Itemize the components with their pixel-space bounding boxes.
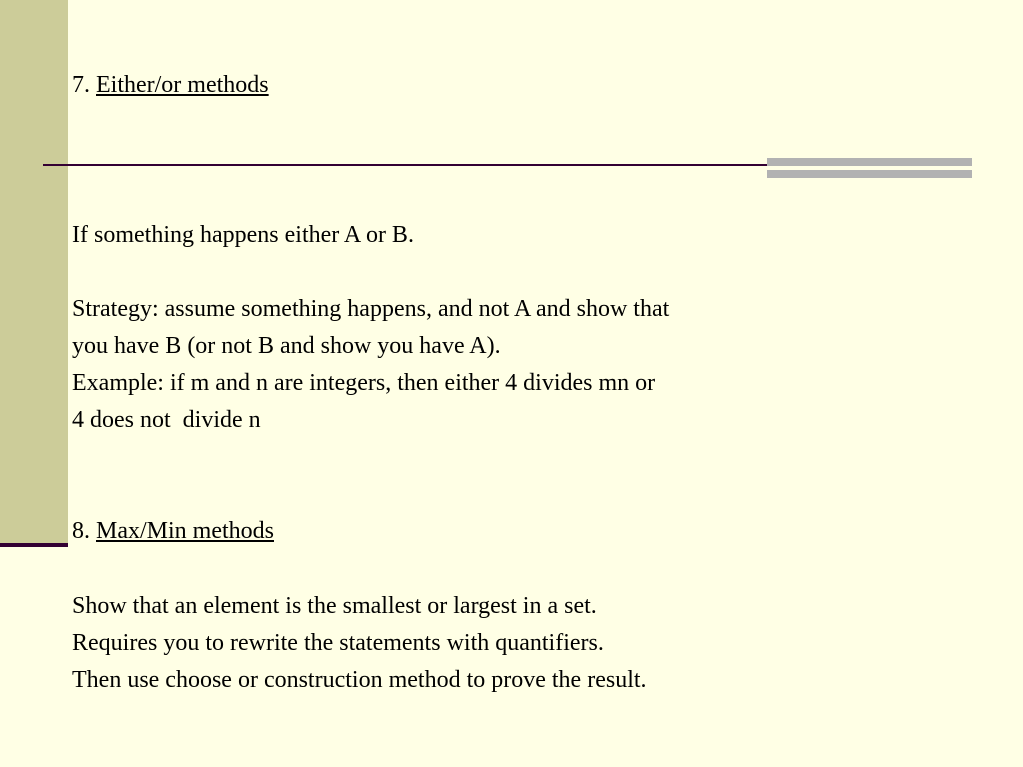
body-line: you have B (or not B and show you have A). <box>72 333 501 359</box>
side-bar-accent <box>0 543 68 547</box>
title-divider <box>43 164 767 166</box>
body-line: Then use choose or construction method to prove the result. <box>72 667 647 693</box>
section-7-number: 7. <box>72 72 96 98</box>
section-7-heading <box>72 67 972 104</box>
section-8-body <box>72 588 972 699</box>
body-line: If something happens either A or B. <box>72 222 414 248</box>
section-7-title: Either/or methods <box>96 72 269 98</box>
body-line: Requires you to rewrite the statements with quantifiers. <box>72 630 604 656</box>
body-line: Example: if m and n are integers, then either 4 divides mn or <box>72 370 656 396</box>
side-bar <box>0 0 68 543</box>
section-7-body <box>72 217 972 439</box>
body-line: Strategy: assume something happens, and not A and show that <box>72 296 670 322</box>
body-line: 4 does not divide n <box>72 407 261 433</box>
section-8-title: Max/Min methods <box>96 518 274 544</box>
body-line: Show that an element is the smallest or largest in a set. <box>72 593 597 619</box>
section-8-heading <box>72 513 972 550</box>
divider-accent-upper <box>767 158 972 166</box>
divider-accent-lower <box>767 170 972 178</box>
section-8-number: 8. <box>72 518 96 544</box>
body-line <box>72 254 972 291</box>
